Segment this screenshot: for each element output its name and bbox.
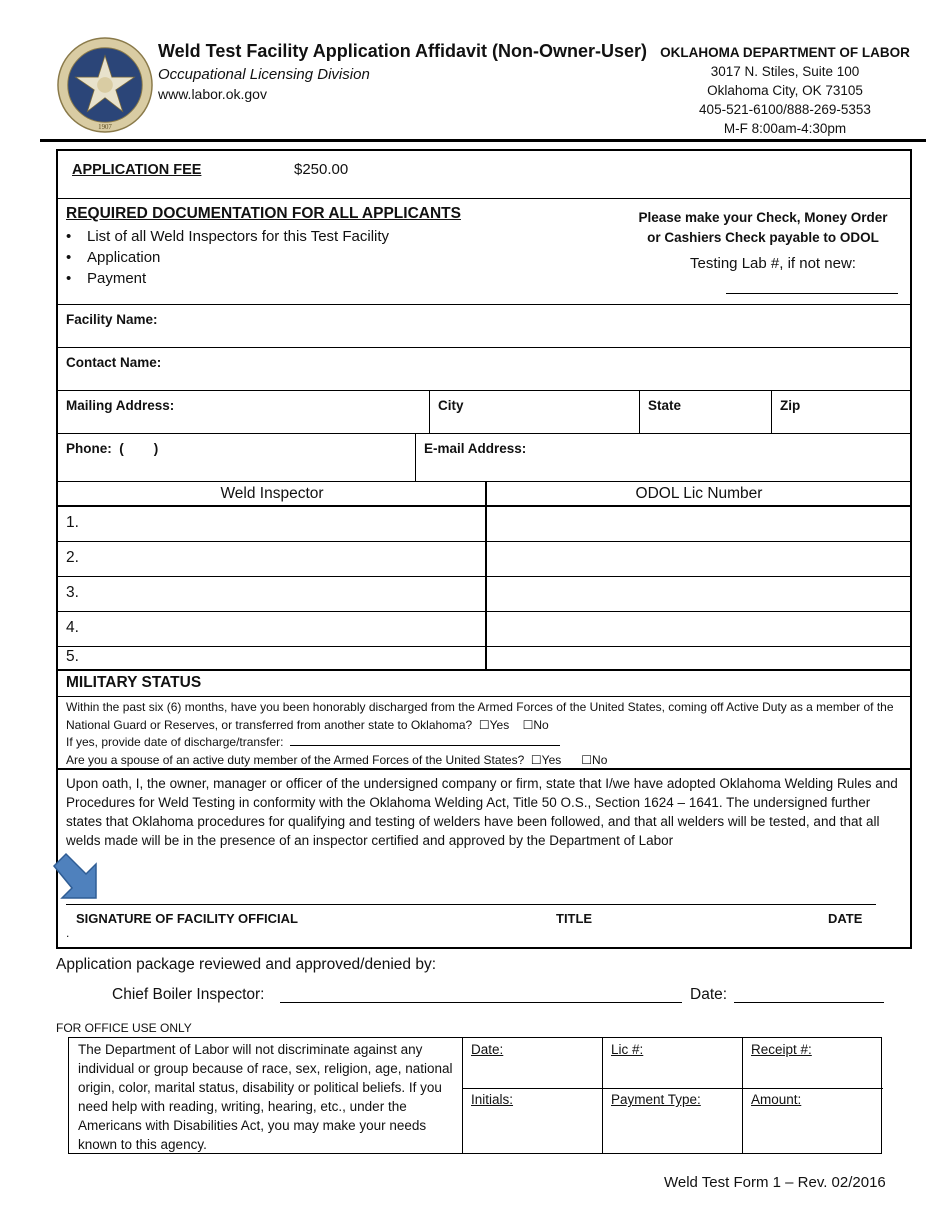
fee-label: APPLICATION FEE [72, 162, 202, 178]
review-date-input[interactable] [734, 1002, 884, 1003]
department-name: OKLAHOMA DEPARTMENT OF LABOR [660, 45, 910, 60]
title-label: TITLE [556, 911, 593, 926]
city-label: City [438, 398, 464, 413]
inspector-row-number: 1. [66, 514, 79, 531]
office-lic-label: Lic #: [611, 1042, 644, 1057]
spouse-yes-checkbox[interactable]: ☐Yes [530, 752, 562, 767]
email-label: E-mail Address: [424, 441, 527, 456]
signature-line[interactable] [66, 904, 876, 905]
documentation-heading: REQUIRED DOCUMENTATION FOR ALL APPLICANTS [66, 205, 461, 222]
contact-name-field[interactable] [58, 348, 910, 391]
phone-email-row [58, 434, 910, 482]
department-phone: 405-521-6100/888-269-5353 [699, 102, 871, 117]
table-row[interactable] [58, 542, 910, 577]
office-use-table [68, 1037, 882, 1154]
division-name: Occupational Licensing Division [158, 66, 370, 83]
table-row[interactable] [58, 507, 910, 542]
inspector-row-number: 2. [66, 549, 79, 566]
documentation-section [58, 199, 910, 305]
email-field[interactable] [415, 434, 912, 481]
military-questions [66, 699, 896, 769]
chief-inspector-label: Chief Boiler Inspector: [112, 986, 265, 1003]
yes-checkbox[interactable]: ☐Yes [478, 717, 510, 732]
weld-inspector-header: Weld Inspector [220, 485, 324, 502]
phone-label: Phone: ( ) [66, 441, 159, 456]
payable-line-1: Please make your Check, Money Order [638, 210, 888, 225]
state-field[interactable] [639, 391, 771, 433]
nondiscrimination-statement: The Department of Labor will not discriminate against any individual or group because of race, sex, religion, age, national origin, color, marital status, disability or political beliefs. If you need help with reading, writing, hearing, etc., under the Americans with Disabilities Act, you may make your needs known to this agency. [78, 1042, 453, 1152]
office-initials-label: Initials: [471, 1092, 514, 1107]
review-date-label: Date: [690, 986, 728, 1003]
military-status-heading: MILITARY STATUS [66, 674, 202, 691]
website-link[interactable]: www.labor.ok.gov [158, 86, 267, 102]
testing-lab-label: Testing Lab #, if not new: [690, 255, 856, 272]
state-label: State [648, 398, 682, 413]
office-payment-type-label: Payment Type: [611, 1092, 701, 1107]
discharge-date-input[interactable] [290, 745, 560, 746]
testing-lab-input[interactable] [726, 293, 898, 294]
sign-here-arrow-icon [52, 852, 108, 904]
no-checkbox[interactable]: ☐No [522, 717, 549, 732]
date-label: DATE [828, 911, 863, 926]
review-text: Application package reviewed and approved/denied by: [56, 956, 437, 973]
payable-note [628, 208, 898, 248]
military-question-3: Are you a spouse of an active duty member of the Armed Forces of the United States? [66, 752, 525, 767]
chief-inspector-input[interactable] [280, 1002, 682, 1003]
mailing-address-label: Mailing Address: [66, 398, 175, 413]
facility-name-field[interactable] [58, 305, 910, 348]
office-date-label: Date: [471, 1042, 504, 1057]
spouse-no-checkbox[interactable]: ☐No [581, 752, 608, 767]
facility-name-label: Facility Name: [66, 312, 158, 327]
department-address1: 3017 N. Stiles, Suite 100 [710, 64, 860, 79]
table-row[interactable] [58, 612, 910, 647]
city-field[interactable] [429, 391, 639, 433]
form-footer: Weld Test Form 1 – Rev. 02/2016 [664, 1174, 886, 1191]
oath-section [58, 770, 910, 947]
signature-label: SIGNATURE OF FACILITY OFFICIAL [76, 911, 298, 926]
list-item: • Payment [66, 268, 389, 289]
table-row[interactable] [58, 577, 910, 612]
header-divider [40, 139, 926, 142]
svg-text:1907: 1907 [98, 124, 112, 132]
odol-lic-header: ODOL Lic Number [635, 485, 763, 502]
documentation-list [66, 226, 389, 289]
address-row [58, 391, 910, 434]
zip-field[interactable] [771, 391, 912, 433]
inspector-row-number: 3. [66, 584, 79, 601]
military-question-2: If yes, provide date of discharge/transfer: [66, 735, 284, 749]
zip-label: Zip [780, 398, 801, 413]
military-status-section [58, 697, 910, 770]
list-item: • List of all Weld Inspectors for this Test Facility [66, 226, 389, 247]
oath-text: Upon oath, I, the owner, manager or officer of the undersigned company or firm, state that I/we have adopted Oklahoma Welding Rules and Procedures for Weld Testing in conformity with the Oklahoma Welding Act, Title 50 O.S., Section 1624 – 1641. The undersigned further states that Oklahoma procedures for qualifying and testing of welders have been followed, and that all welders will be tested, and that all welds made will be in the presence of an inspector certified and approved by the Department of Labor [66, 776, 898, 848]
department-address2: Oklahoma City, OK 73105 [707, 83, 863, 98]
department-contact [655, 43, 915, 138]
inspector-row-number: 5. [66, 648, 79, 665]
office-amount-label: Amount: [751, 1092, 802, 1107]
payable-line-2: or Cashiers Check payable to ODOL [647, 230, 879, 245]
fee-amount: $250.00 [294, 161, 349, 178]
form-title: Weld Test Facility Application Affidavit (Non-Owner-User) [158, 41, 648, 61]
inspector-row-number: 4. [66, 619, 79, 636]
military-status-heading-row [58, 671, 910, 697]
office-use-heading: FOR OFFICE USE ONLY [56, 1021, 192, 1035]
department-hours: M-F 8:00am-4:30pm [723, 121, 847, 136]
fee-row [58, 151, 910, 199]
contact-name-label: Contact Name: [66, 355, 162, 370]
office-receipt-label: Receipt #: [751, 1042, 812, 1057]
application-form [56, 149, 912, 949]
trailing-dot: . [66, 926, 70, 940]
table-row[interactable] [58, 647, 910, 671]
military-question-1: Within the past six (6) months, have you been honorably discharged from the Armed Forces of the United States, coming off Active Duty as a member of the National Guard or Reserves, or transferred from another state to Oklahoma? [66, 700, 894, 732]
oklahoma-state-seal [56, 36, 154, 134]
inspector-table-header [58, 482, 910, 507]
list-item: • Application [66, 247, 389, 268]
